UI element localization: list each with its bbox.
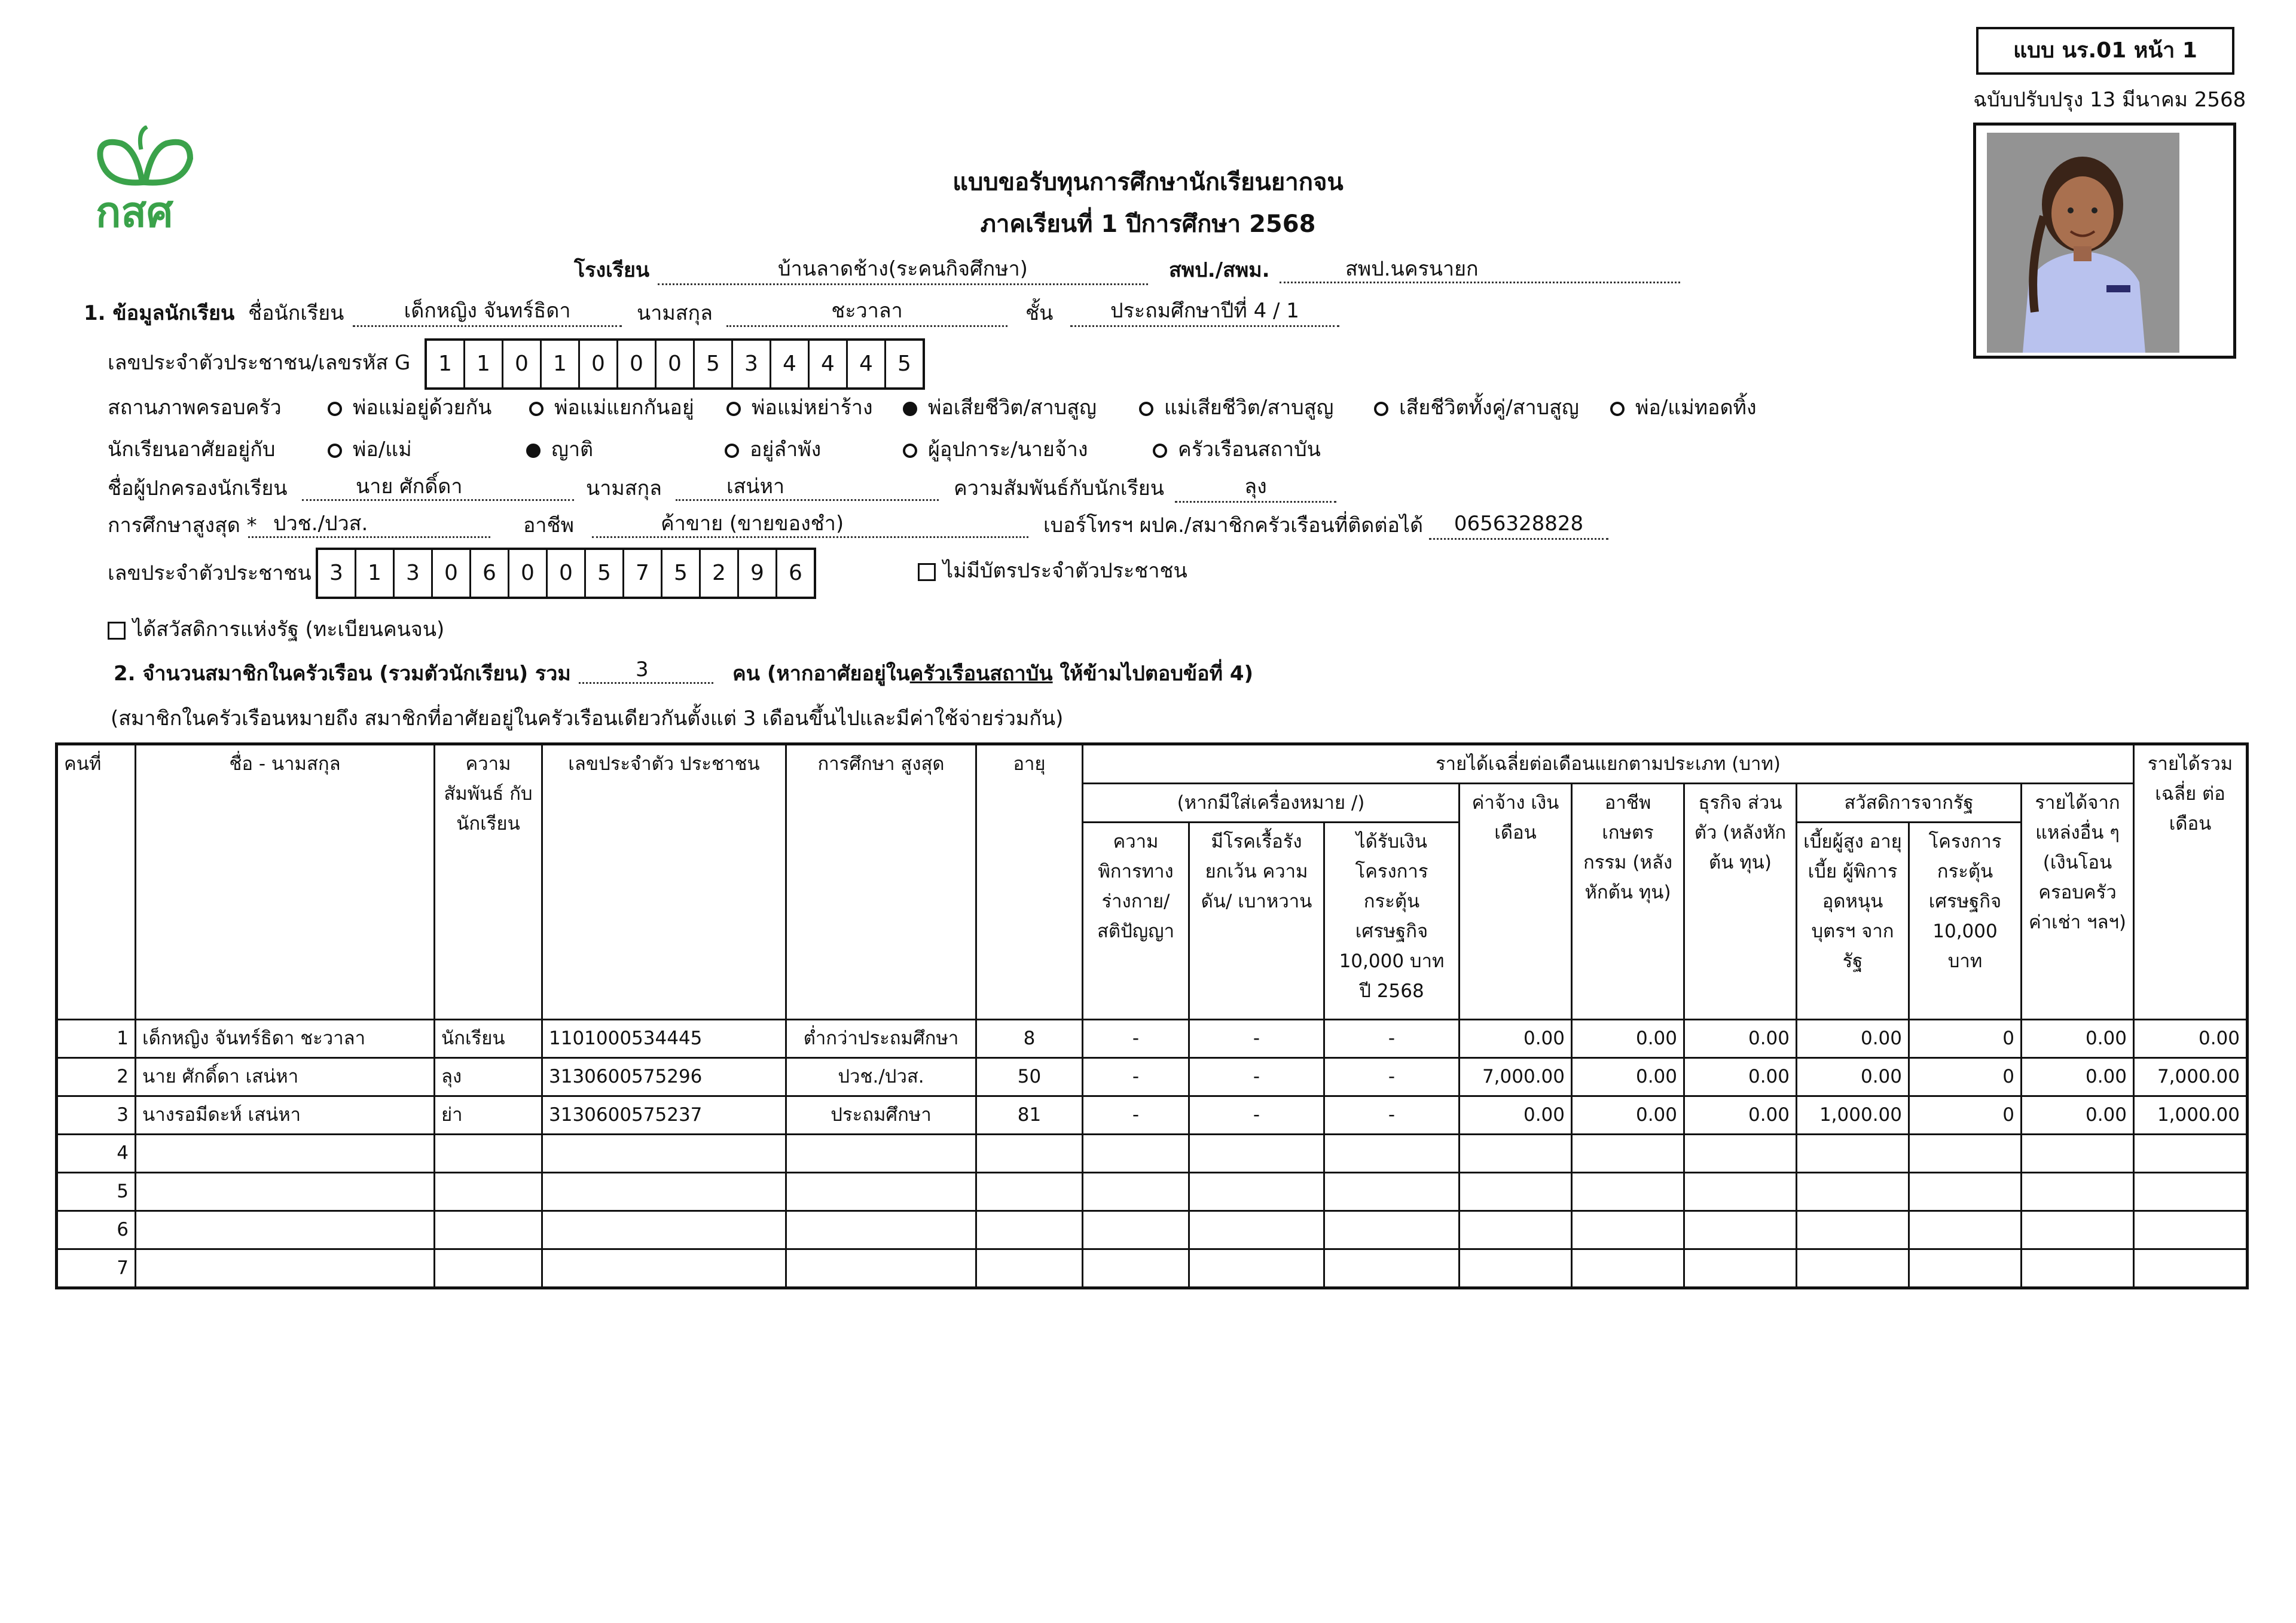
cell-d: - — [1083, 1096, 1189, 1135]
cell-no: 1 — [57, 1020, 136, 1058]
cell-other — [2022, 1173, 2134, 1211]
cell-farm — [1572, 1173, 1684, 1211]
header-name: ชื่อ - นามสกุล — [136, 744, 435, 1020]
cell-id — [542, 1135, 786, 1173]
state-welfare-checkbox[interactable] — [108, 619, 444, 640]
family-status-option[interactable] — [529, 398, 694, 418]
cell-id: 3130600575296 — [542, 1058, 786, 1096]
cell-id — [542, 1211, 786, 1249]
cell-edu: ปวช./ปวส. — [786, 1058, 976, 1096]
cell-c: - — [1189, 1058, 1324, 1096]
header-stimulus-welfare: โครงการ กระตุ้น เศรษฐกิจ 10,000 บาท — [1909, 823, 2022, 1020]
state-welfare-label: ได้สวัสดิการแห่งรัฐ (ทะเบียนคนจน) — [133, 618, 445, 641]
cell-rel — [435, 1173, 542, 1211]
table-row — [57, 1135, 2248, 1173]
id-digit-box[interactable]: 1 — [438, 352, 452, 376]
id-digit-box[interactable]: 5 — [884, 341, 923, 387]
id-digit-box[interactable]: 3 — [329, 561, 343, 585]
cell-wage — [1460, 1135, 1572, 1173]
logo-text: กสศ — [96, 188, 173, 237]
id-digit-box[interactable]: 2 — [699, 550, 737, 597]
cell-id: 1101000534445 — [542, 1020, 786, 1058]
cell-elder: 1,000.00 — [1797, 1096, 1909, 1135]
cell-no: 6 — [57, 1211, 136, 1249]
cell-other — [2022, 1135, 2134, 1173]
id-digit-box[interactable]: 7 — [622, 550, 661, 597]
cell-c: - — [1189, 1020, 1324, 1058]
id-digit-box[interactable]: 4 — [770, 341, 808, 387]
family-status-option[interactable] — [1139, 398, 1333, 418]
table-row — [57, 1096, 2248, 1135]
checkbox-icon — [108, 622, 126, 640]
living-with-option[interactable] — [328, 439, 412, 460]
cell-other: 0.00 — [2022, 1020, 2134, 1058]
revision-date: ฉบับปรับปรุง 13 มีนาคม 2568 — [1973, 88, 2246, 112]
guardian-surname-field[interactable]: เสน่หา — [676, 475, 939, 501]
cell-no: 2 — [57, 1058, 136, 1096]
section1-heading: 1. ข้อมูลนักเรียน — [84, 301, 235, 325]
id-digit-box[interactable]: 3 — [731, 341, 770, 387]
form-title: แบบขอรับทุนการศึกษานักเรียนยากจน — [952, 169, 1344, 196]
cell-s — [1324, 1211, 1460, 1249]
header-age: อายุ — [976, 744, 1083, 1020]
cell-rel: ย่า — [435, 1096, 542, 1135]
cell-total — [2134, 1173, 2248, 1211]
id-digit-box[interactable]: 1 — [463, 341, 502, 387]
family-status-option[interactable] — [1374, 398, 1579, 418]
cell-total: 7,000.00 — [2134, 1058, 2248, 1096]
cell-edu: ต่ำกว่าประถมศึกษา — [786, 1020, 976, 1058]
cell-farm — [1572, 1249, 1684, 1288]
cell-rel — [435, 1211, 542, 1249]
phone-label: เบอร์โทรฯ ผปค./สมาชิกครัวเรือนที่ติดต่อได้ — [1043, 514, 1424, 537]
school-label: โรงเรียน — [574, 258, 650, 282]
cell-s — [1324, 1249, 1460, 1288]
id-digit-box[interactable]: 9 — [737, 550, 775, 597]
id-digit-box[interactable]: 5 — [584, 550, 622, 597]
header-wage: ค่าจ้าง เงินเดือน — [1460, 784, 1572, 1020]
cell-age — [976, 1173, 1083, 1211]
header-farm: อาชีพ เกษตร กรรม (หลังหักต้น ทุน) — [1572, 784, 1684, 1020]
id-digit-box[interactable]: 0 — [546, 550, 584, 597]
no-id-card-checkbox[interactable] — [918, 561, 1187, 581]
cell-elder — [1797, 1249, 1909, 1288]
guardian-id-boxes[interactable] — [316, 548, 816, 599]
cell-total: 0.00 — [2134, 1020, 2248, 1058]
household-table — [55, 742, 2249, 1289]
id-digit-box[interactable]: 0 — [655, 341, 693, 387]
institution-household-link: ครัวเรือนสถาบัน — [909, 662, 1053, 686]
student-id-label: เลขประจำตัวประชาชน/เลขรหัส G — [108, 351, 411, 375]
living-with-label: นักเรียนอาศัยอยู่กับ — [108, 438, 276, 461]
living-with-option[interactable] — [526, 439, 593, 460]
relation-label: ความสัมพันธ์กับนักเรียน — [954, 476, 1164, 500]
cell-d: - — [1083, 1020, 1189, 1058]
cell-edu — [786, 1211, 976, 1249]
area-field[interactable]: สพป.นครนายก — [1280, 257, 1680, 283]
header-welfare: สวัสดิการจากรัฐ — [1797, 784, 2022, 823]
table-row — [57, 1173, 2248, 1211]
no-id-card-label: ไม่มีบัตรประจำตัวประชาชน — [943, 559, 1187, 583]
header-income: รายได้เฉลี่ยต่อเดือนแยกตามประเภท (บาท) — [1083, 744, 2134, 784]
living-with-option[interactable] — [903, 439, 1088, 460]
cell-edu — [786, 1135, 976, 1173]
radio-icon — [1153, 444, 1167, 458]
cell-id: 3130600575237 — [542, 1096, 786, 1135]
cell-no: 7 — [57, 1249, 136, 1288]
student-name-field[interactable]: เด็กหญิง จันทร์ธิดา — [353, 299, 622, 327]
occupation-label: อาชีพ — [523, 514, 574, 537]
cell-c — [1189, 1211, 1324, 1249]
section2-instruction — [732, 664, 1253, 684]
cell-farm: 0.00 — [1572, 1096, 1684, 1135]
family-status-option[interactable] — [1610, 398, 1757, 418]
cell-edu — [786, 1173, 976, 1211]
guardian-surname-label: นามสกุล — [586, 476, 662, 500]
school-field[interactable]: บ้านลาดช้าง(ระคนกิจศึกษา) — [658, 257, 1148, 285]
cell-edu — [786, 1249, 976, 1288]
cell-other: 0.00 — [2022, 1096, 2134, 1135]
cell-age — [976, 1135, 1083, 1173]
cell-name — [136, 1173, 435, 1211]
id-digit-box[interactable]: 3 — [393, 550, 431, 597]
radio-selected-icon — [526, 444, 541, 458]
name-label: ชื่อนักเรียน — [248, 301, 344, 325]
id-digit-box[interactable]: 0 — [578, 341, 616, 387]
cell-c — [1189, 1173, 1324, 1211]
cell-c — [1189, 1135, 1324, 1173]
cell-wage: 0.00 — [1460, 1096, 1572, 1135]
radio-icon — [328, 402, 342, 416]
cell-id — [542, 1249, 786, 1288]
cell-stim: 0 — [1909, 1096, 2022, 1135]
radio-icon — [726, 402, 741, 416]
id-digit-box[interactable]: 0 — [502, 341, 540, 387]
cell-name — [136, 1211, 435, 1249]
section2-heading: 2. จำนวนสมาชิกในครัวเรือน (รวมตัวนักเรียน) รวม — [114, 662, 571, 686]
cell-stim: 0 — [1909, 1020, 2022, 1058]
header-relation: ความ สัมพันธ์ กับนักเรียน — [435, 744, 542, 1020]
header-total: รายได้รวม เฉลี่ย ต่อเดือน — [2134, 744, 2248, 1020]
cell-wage: 0.00 — [1460, 1020, 1572, 1058]
cell-wage — [1460, 1211, 1572, 1249]
surname-label: นามสกุล — [637, 301, 713, 325]
cell-edu: ประถมศึกษา — [786, 1096, 976, 1135]
radio-selected-icon — [903, 402, 917, 416]
cell-total — [2134, 1211, 2248, 1249]
header-elder-allowance: เบี้ยผู้สูง อายุเบี้ย ผู้พิการ อุดหนุน บุตรฯ จากรัฐ — [1797, 823, 1909, 1020]
occupation-field[interactable]: ค้าขาย (ขายของชำ) — [592, 512, 1028, 538]
header-other: รายได้จาก แหล่งอื่น ๆ (เงินโอน ครอบครัว ค่าเช่า ฯลฯ) — [2022, 784, 2134, 1020]
id-digit-box[interactable]: 0 — [616, 341, 655, 387]
cell-stim — [1909, 1135, 2022, 1173]
cell-name: เด็กหญิง จันทร์ธิดา ชะวาลา — [136, 1020, 435, 1058]
cell-total — [2134, 1249, 2248, 1288]
cell-rel: ลุง — [435, 1058, 542, 1096]
living-with-option-label: ญาติ — [551, 438, 594, 461]
cell-d — [1083, 1173, 1189, 1211]
cell-wage — [1460, 1173, 1572, 1211]
guardian-name-field[interactable]: นาย ศักดิ์ดา — [302, 475, 574, 501]
cell-farm — [1572, 1211, 1684, 1249]
grade-label: ชั้น — [1025, 301, 1054, 325]
id-digit-box[interactable]: 0 — [508, 550, 546, 597]
family-status-option[interactable] — [726, 398, 873, 418]
instruction-part: คน (หากอาศัยอยู่ใน — [732, 662, 910, 686]
cell-biz — [1684, 1211, 1797, 1249]
cell-s: - — [1324, 1020, 1460, 1058]
radio-icon — [725, 444, 739, 458]
living-with-option-label: ผู้อุปการะ/นายจ้าง — [928, 438, 1088, 461]
cell-d: - — [1083, 1058, 1189, 1096]
cell-biz — [1684, 1135, 1797, 1173]
family-status-option-label: พ่อแม่อยู่ด้วยกัน — [353, 396, 492, 420]
cell-stim: 0 — [1909, 1058, 2022, 1096]
cell-d — [1083, 1211, 1189, 1249]
family-status-option-label: พ่อแม่หย่าร้าง — [752, 396, 873, 420]
instruction-part: ให้ข้ามไปตอบข้อที่ 4) — [1052, 662, 1254, 686]
cell-s: - — [1324, 1058, 1460, 1096]
radio-icon — [1139, 402, 1153, 416]
family-status-option[interactable] — [328, 398, 491, 418]
header-education: การศึกษา สูงสุด — [786, 744, 976, 1020]
cell-elder: 0.00 — [1797, 1058, 1909, 1096]
checkbox-icon — [918, 563, 936, 581]
cell-biz: 0.00 — [1684, 1020, 1797, 1058]
cell-age — [976, 1249, 1083, 1288]
cell-total: 1,000.00 — [2134, 1096, 2248, 1135]
cell-d — [1083, 1249, 1189, 1288]
student-id-boxes[interactable] — [425, 338, 925, 390]
living-with-option[interactable] — [1153, 439, 1321, 460]
header-id: เลขประจำตัว ประชาชน — [542, 744, 786, 1020]
family-status-option-label: แม่เสียชีวิต/สาบสูญ — [1164, 396, 1334, 420]
id-digit-box[interactable]: 5 — [693, 341, 731, 387]
form-subtitle: ภาคเรียนที่ 1 ปีการศึกษา 2568 — [980, 210, 1316, 238]
student-surname-field[interactable]: ชะวาลา — [726, 299, 1007, 327]
id-digit-box[interactable]: 6 — [469, 550, 508, 597]
grade-field[interactable]: ประถมศึกษาปีที่ 4 / 1 — [1070, 299, 1339, 327]
cell-c — [1189, 1249, 1324, 1288]
cell-farm — [1572, 1135, 1684, 1173]
cell-s — [1324, 1135, 1460, 1173]
cell-other: 0.00 — [2022, 1058, 2134, 1096]
cell-stim — [1909, 1249, 2022, 1288]
cell-elder: 0.00 — [1797, 1020, 1909, 1058]
cell-wage: 7,000.00 — [1460, 1058, 1572, 1096]
id-digit-box[interactable]: 1 — [540, 341, 578, 387]
header-mark: (หากมีใส่เครื่องหมาย /) — [1083, 784, 1460, 823]
living-with-option-label: อยู่ลำพัง — [750, 438, 822, 461]
cell-age: 50 — [976, 1058, 1083, 1096]
family-status-option-label: พ่อแม่แยกกันอยู่ — [554, 396, 694, 420]
cell-name — [136, 1135, 435, 1173]
id-digit-box[interactable]: 4 — [808, 341, 846, 387]
living-with-option[interactable] — [725, 439, 821, 460]
guardian-label: ชื่อผู้ปกครองนักเรียน — [108, 476, 288, 500]
family-status-option-label: พ่อ/แม่ทอดทิ้ง — [1635, 396, 1757, 420]
cell-rel: นักเรียน — [435, 1020, 542, 1058]
cell-name: นาย ศักดิ์ดา เสน่หา — [136, 1058, 435, 1096]
cell-other — [2022, 1211, 2134, 1249]
cell-id — [542, 1173, 786, 1211]
table-row — [57, 1020, 2248, 1058]
relation-field[interactable]: ลุง — [1175, 475, 1336, 503]
cell-biz: 0.00 — [1684, 1096, 1797, 1135]
cell-other — [2022, 1249, 2134, 1288]
cell-no: 5 — [57, 1173, 136, 1211]
cell-farm: 0.00 — [1572, 1058, 1684, 1096]
table-row — [57, 1211, 2248, 1249]
family-status-label: สถานภาพครอบครัว — [108, 396, 282, 420]
cell-s: - — [1324, 1096, 1460, 1135]
area-label: สพป./สพม. — [1169, 258, 1270, 282]
phone-field[interactable]: 0656328828 — [1429, 512, 1608, 540]
family-status-option[interactable] — [903, 398, 1097, 418]
header-business: ธุรกิจ ส่วนตัว (หลังหักต้น ทุน) — [1684, 784, 1797, 1020]
cell-no: 3 — [57, 1096, 136, 1135]
cell-age: 81 — [976, 1096, 1083, 1135]
cell-no: 4 — [57, 1135, 136, 1173]
form-code-box: แบบ นร.01 หน้า 1 — [1976, 27, 2234, 75]
education-label: การศึกษาสูงสุด * — [108, 514, 257, 537]
cell-d — [1083, 1135, 1189, 1173]
id-digit-box[interactable]: 5 — [661, 550, 699, 597]
family-status-option-label: พ่อเสียชีวิต/สาบสูญ — [928, 396, 1097, 420]
id-digit-box[interactable]: 0 — [431, 550, 469, 597]
cell-elder — [1797, 1173, 1909, 1211]
header-stimulus: ได้รับเงิน โครงการ กระตุ้น เศรษฐกิจ 10,000 บาท ปี 2568 — [1324, 823, 1460, 1020]
table-row — [57, 1058, 2248, 1096]
cell-elder — [1797, 1135, 1909, 1173]
cell-biz — [1684, 1173, 1797, 1211]
cell-c: - — [1189, 1096, 1324, 1135]
cell-stim — [1909, 1211, 2022, 1249]
cell-biz — [1684, 1249, 1797, 1288]
family-status-option-label: เสียชีวิตทั้งคู่/สาบสูญ — [1399, 396, 1579, 420]
cell-age: 8 — [976, 1020, 1083, 1058]
id-digit-box[interactable]: 4 — [846, 341, 884, 387]
living-with-option-label: พ่อ/แม่ — [353, 438, 412, 461]
cell-rel — [435, 1249, 542, 1288]
radio-icon — [1610, 402, 1625, 416]
radio-icon — [529, 402, 544, 416]
radio-icon — [903, 444, 917, 458]
id-digit-box[interactable]: 6 — [775, 550, 814, 597]
cell-age — [976, 1211, 1083, 1249]
header-no: คนที่ — [57, 744, 136, 1020]
header-disability: ความ พิการทาง ร่างกาย/ สติปัญญา — [1083, 823, 1189, 1020]
id-digit-box[interactable]: 1 — [355, 550, 393, 597]
cell-elder — [1797, 1211, 1909, 1249]
radio-icon — [1374, 402, 1388, 416]
radio-icon — [328, 444, 342, 458]
student-photo — [1973, 123, 2236, 359]
household-count-field[interactable]: 3 — [579, 658, 713, 684]
education-field[interactable]: ปวช./ปวส. — [248, 512, 490, 538]
cell-name: นางรอมีดะห์ เสน่หา — [136, 1096, 435, 1135]
cell-biz: 0.00 — [1684, 1058, 1797, 1096]
cell-stim — [1909, 1173, 2022, 1211]
header-chronic: มีโรคเรื้อรัง ยกเว้น ความดัน/ เบาหวาน — [1189, 823, 1324, 1020]
cell-farm: 0.00 — [1572, 1020, 1684, 1058]
living-with-option-label: ครัวเรือนสถาบัน — [1178, 438, 1321, 461]
cell-name — [136, 1249, 435, 1288]
guardian-id-label: เลขประจำตัวประชาชน — [108, 561, 312, 585]
cell-rel — [435, 1135, 542, 1173]
cell-s — [1324, 1173, 1460, 1211]
cell-wage — [1460, 1249, 1572, 1288]
table-row — [57, 1249, 2248, 1288]
cell-total — [2134, 1135, 2248, 1173]
household-note: (สมาชิกในครัวเรือนหมายถึง สมาชิกที่อาศัยอยู่ในครัวเรือนเดียวกันตั้งแต่ 3 เดือนขึ้นไปและมีค่าใช้จ่ายร่วมกัน) — [111, 707, 1064, 730]
